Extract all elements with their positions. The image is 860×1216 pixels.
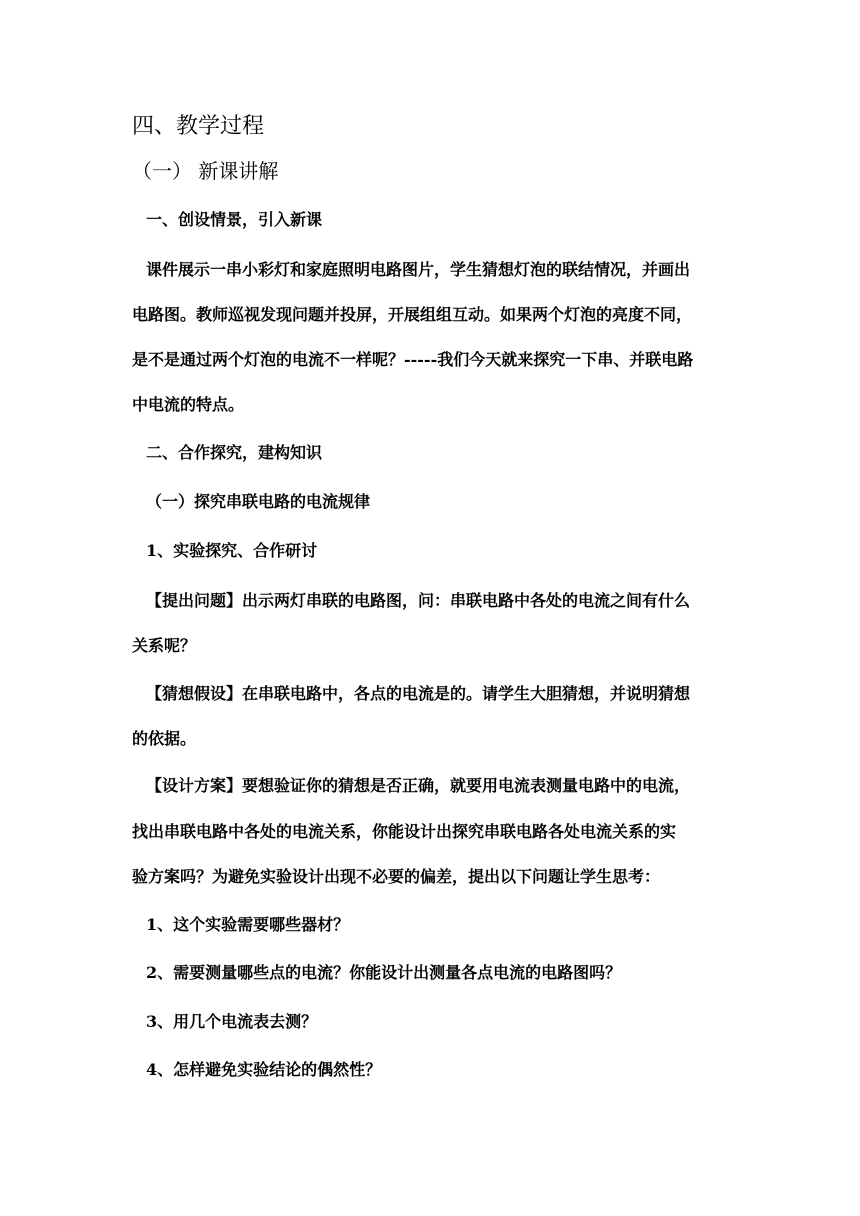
- heading-new-lesson: （一） 新课讲解: [132, 159, 279, 183]
- ask-question-line-1: 【提出问题】出示两灯串联的电路图，问：串联电路中各处的电流之间有什么: [146, 591, 691, 610]
- design-line-1: 【设计方案】要想验证你的猜想是否正确，就要用电流表测量电路中的电流，: [146, 776, 691, 795]
- paragraph-1-line-4: 中电流的特点。: [132, 395, 245, 414]
- design-line-2: 找出串联电路中各处的电流关系，你能设计出探究串联电路各处电流关系的实: [132, 822, 677, 841]
- hypothesis-line-2: 的依据。: [132, 729, 197, 748]
- subsection-title-1: （一）探究串联电路的电流规律: [146, 492, 371, 511]
- paragraph-1-line-1: 课件展示一串小彩灯和家庭照明电路图片，学生猜想灯泡的联结情况，并画出: [146, 260, 691, 279]
- section-title-1: 一、创设情景，引入新课: [146, 210, 323, 229]
- heading-teaching-process: 四、教学过程: [132, 114, 265, 139]
- paragraph-1-line-3: 是不是通过两个灯泡的电流不一样呢？-----我们今天就来探究一下串、并联电路: [132, 350, 694, 369]
- question-2: 2、需要测量哪些点的电流？你能设计出测量各点电流的电路图吗？: [146, 963, 622, 982]
- paragraph-1-line-2: 电路图。教师巡视发现问题并投屏，开展组组互动。如果两个灯泡的亮度不同，: [132, 305, 693, 324]
- question-1: 1、这个实验需要哪些器材？: [146, 915, 350, 934]
- ask-question-line-2: 关系呢？: [132, 636, 197, 655]
- step-title-1: 1、实验探究、合作研讨: [146, 541, 318, 560]
- section-title-2: 二、合作探究，建构知识: [146, 443, 323, 462]
- design-line-3: 验方案吗？为避免实验设计出现不必要的偏差，提出以下问题让学生思考：: [132, 867, 661, 886]
- hypothesis-line-1: 【猜想假设】在串联电路中，各点的电流是的。请学生大胆猜想，并说明猜想: [146, 684, 691, 703]
- question-4: 4、怎样避免实验结论的偶然性？: [146, 1060, 382, 1079]
- question-3: 3、用几个电流表去测？: [146, 1012, 318, 1031]
